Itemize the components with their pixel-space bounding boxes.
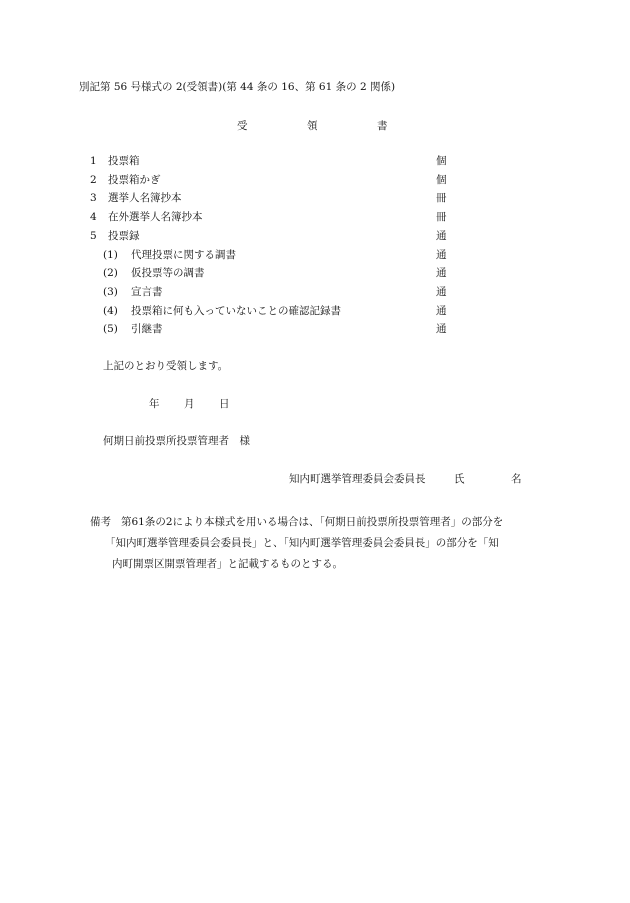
subitem-number: (2) (103, 267, 118, 279)
remarks-line-2: 「知内町選挙管理委員会委員長」と、「知内町選挙管理委員会委員長」の部分を「知 (105, 537, 499, 549)
item-number: 3 (90, 192, 97, 204)
item-number: 2 (90, 174, 97, 186)
date-line (0, 399, 630, 412)
sub-list-item (0, 306, 630, 319)
sender-name-shi: 氏 (454, 473, 465, 485)
subitem-unit: 通 (436, 305, 447, 317)
list-item (0, 175, 630, 188)
date-year-label: 年 (149, 398, 160, 410)
subitem-unit: 通 (436, 323, 447, 335)
list-item (0, 231, 630, 244)
subitem-label: 仮投票等の調書 (131, 267, 205, 279)
subitem-number: (1) (103, 249, 118, 261)
date-day-label: 日 (219, 398, 230, 410)
item-unit: 通 (436, 230, 447, 242)
item-unit: 個 (436, 174, 447, 186)
addressee: 何期日前投票所投票管理者 様 (103, 435, 250, 447)
item-number: 4 (90, 211, 97, 223)
item-unit: 個 (436, 155, 447, 167)
list-item (0, 212, 630, 225)
sub-list-item (0, 250, 630, 263)
title-char-3: 書 (377, 120, 388, 132)
date-month-label: 月 (184, 398, 195, 410)
item-label: 選挙人名簿抄本 (108, 192, 182, 204)
title-char-1: 受 (237, 120, 248, 132)
item-number: 5 (90, 230, 97, 242)
subitem-unit: 通 (436, 267, 447, 279)
subitem-number: (4) (103, 305, 118, 317)
item-unit: 冊 (436, 192, 447, 204)
item-label: 投票録 (108, 230, 140, 242)
subitem-number: (3) (103, 286, 118, 298)
list-item (0, 156, 630, 169)
item-number: 1 (90, 155, 97, 167)
form-heading: 別記第 56 号様式の 2(受領書)(第 44 条の 16、第 61 条の 2 関係) (79, 81, 396, 93)
confirmation-text: 上記のとおり受領します。 (103, 360, 229, 372)
title-char-2: 領 (307, 120, 318, 132)
subitem-unit: 通 (436, 249, 447, 261)
sub-list-item (0, 287, 630, 300)
remarks-line-1: 第61条の2により本様式を用いる場合は、「何期日前投票所投票管理者」の部分を (121, 516, 504, 528)
sender-title: 知内町選挙管理委員会委員長 (289, 473, 426, 485)
list-item (0, 193, 630, 206)
remarks-heading: 備考 (90, 516, 111, 528)
sender-name-mei: 名 (511, 473, 522, 485)
subitem-label: 投票箱に何も入っていないことの確認記録書 (131, 305, 341, 317)
sub-list-item (0, 268, 630, 281)
subitem-label: 引継書 (131, 323, 163, 335)
subitem-unit: 通 (436, 286, 447, 298)
remarks-line-3: 内町開票区開票管理者」と記載するものとする。 (112, 558, 343, 570)
item-label: 投票箱かぎ (108, 174, 161, 186)
item-unit: 冊 (436, 211, 447, 223)
subitem-number: (5) (103, 323, 118, 335)
item-label: 投票箱 (108, 155, 140, 167)
item-label: 在外選挙人名簿抄本 (108, 211, 203, 223)
sub-list-item (0, 324, 630, 337)
subitem-label: 宣言書 (131, 286, 163, 298)
sender-line (0, 474, 630, 487)
subitem-label: 代理投票に関する調書 (131, 249, 236, 261)
document-title (0, 121, 630, 135)
